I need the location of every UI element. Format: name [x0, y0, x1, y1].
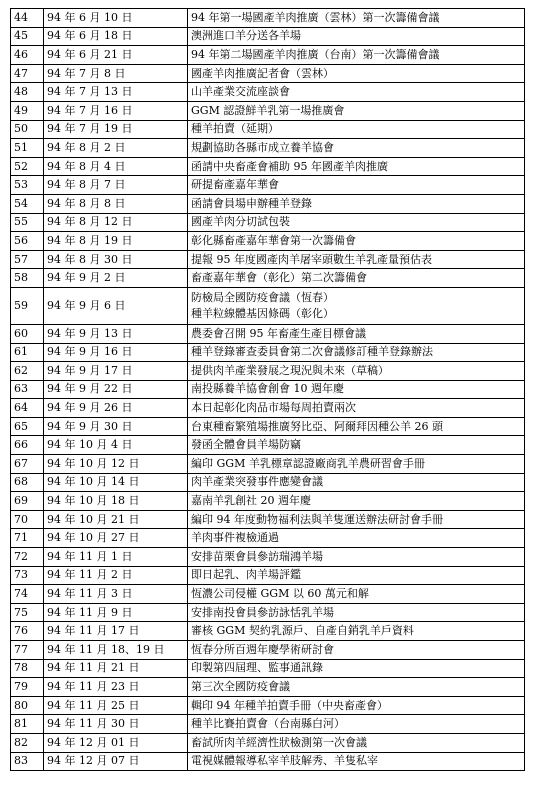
- event-date: 94 年 9 月 13 日: [44, 324, 188, 343]
- event-date: 94 年 9 月 6 日: [44, 287, 188, 324]
- event-description: [188, 83, 525, 102]
- event-description: [188, 380, 525, 399]
- table-row: [11, 529, 525, 548]
- event-line: 恆春分所百週年慶學術研討會: [191, 642, 334, 656]
- row-number: 46: [11, 46, 44, 65]
- table-row: [11, 436, 525, 455]
- row-number: 47: [11, 64, 44, 83]
- event-description: [188, 120, 525, 139]
- row-number: 78: [11, 659, 44, 678]
- event-date: 94 年 7 月 16 日: [44, 101, 188, 120]
- row-number: 73: [11, 566, 44, 585]
- event-line: 第三次全國防疫會議: [191, 679, 290, 693]
- event-line: 國產羊肉分切試包裝: [191, 215, 290, 229]
- event-description: [188, 622, 525, 641]
- row-number: 82: [11, 733, 44, 752]
- event-date: 94 年 10 月 12 日: [44, 455, 188, 474]
- row-number: 48: [11, 83, 44, 102]
- event-description: [188, 176, 525, 195]
- event-description: [188, 641, 525, 660]
- event-date: 94 年 11 月 3 日: [44, 585, 188, 604]
- table-row: [11, 659, 525, 678]
- row-number: 76: [11, 622, 44, 641]
- table-row: [11, 733, 525, 752]
- event-description: [188, 194, 525, 213]
- row-number: 72: [11, 548, 44, 567]
- table-body: [11, 9, 525, 771]
- event-date: 94 年 9 月 17 日: [44, 362, 188, 381]
- event-date: 94 年 11 月 18、19 日: [44, 641, 188, 660]
- event-line: 台東種畜繁殖場推廣努比亞、阿爾拜因種公羊 26 頭: [191, 419, 443, 433]
- event-line: 國產羊肉推廣記者會（雲林）: [191, 66, 334, 80]
- row-number: 68: [11, 473, 44, 492]
- event-description: [188, 101, 525, 120]
- event-description: [188, 585, 525, 604]
- row-number: 62: [11, 362, 44, 381]
- table-row: [11, 232, 525, 251]
- event-line: 審核 GGM 契約乳源戶、自產自銷乳羊戶資料: [191, 624, 414, 638]
- row-number: 54: [11, 194, 44, 213]
- event-description: [188, 417, 525, 436]
- event-description: [188, 733, 525, 752]
- row-number: 53: [11, 176, 44, 195]
- table-row: [11, 715, 525, 734]
- event-description: [188, 399, 525, 418]
- event-description: [188, 455, 525, 474]
- event-description: [188, 473, 525, 492]
- event-line: 彰化縣畜產嘉年華會第一次籌備會: [191, 233, 356, 247]
- event-line: 安排南投會員參訪詠恬乳羊場: [191, 605, 334, 619]
- table-row: [11, 46, 525, 65]
- event-description: [188, 436, 525, 455]
- event-description: [188, 603, 525, 622]
- row-number: 63: [11, 380, 44, 399]
- event-description: [188, 659, 525, 678]
- event-date: 94 年 11 月 17 日: [44, 622, 188, 641]
- row-number: 71: [11, 529, 44, 548]
- event-description: [188, 752, 525, 771]
- event-description: [188, 362, 525, 381]
- row-number: 57: [11, 250, 44, 269]
- row-number: 70: [11, 510, 44, 529]
- table-row: [11, 380, 525, 399]
- event-description: [188, 510, 525, 529]
- table-row: [11, 64, 525, 83]
- event-date: 94 年 9 月 16 日: [44, 343, 188, 362]
- event-line: 肉羊產業突發事件應變會議: [191, 475, 323, 489]
- table-row: [11, 287, 525, 324]
- row-number: 51: [11, 139, 44, 158]
- event-date: 94 年 9 月 22 日: [44, 380, 188, 399]
- row-number: 60: [11, 324, 44, 343]
- event-description: [188, 566, 525, 585]
- table-row: [11, 399, 525, 418]
- event-line: 種羊粒線體基因條碼（彰化）: [191, 306, 334, 320]
- table-row: [11, 455, 525, 474]
- row-number: 61: [11, 343, 44, 362]
- event-description: [188, 343, 525, 362]
- table-row: [11, 343, 525, 362]
- event-line: 提報 95 年度國產肉羊屠宰頭數生羊乳產量預估表: [191, 252, 432, 266]
- event-line: 種羊登錄審查委員會第二次會議修訂種羊登錄辦法: [191, 345, 433, 359]
- row-number: 67: [11, 455, 44, 474]
- event-date: 94 年 9 月 26 日: [44, 399, 188, 418]
- event-line: 澳洲進口羊分送各羊場: [191, 29, 301, 43]
- event-date: 94 年 6 月 18 日: [44, 27, 188, 46]
- event-date: 94 年 8 月 4 日: [44, 157, 188, 176]
- event-description: [188, 548, 525, 567]
- event-date: 94 年 11 月 30 日: [44, 715, 188, 734]
- table-row: [11, 324, 525, 343]
- table-row: [11, 9, 525, 28]
- row-number: 49: [11, 101, 44, 120]
- event-description: [188, 492, 525, 511]
- event-date: 94 年 11 月 23 日: [44, 678, 188, 697]
- table-row: [11, 417, 525, 436]
- event-date: 94 年 10 月 21 日: [44, 510, 188, 529]
- event-line: 函請中央畜產會補助 95 年國產羊肉推廣: [191, 159, 388, 173]
- row-number: 65: [11, 417, 44, 436]
- event-date: 94 年 9 月 30 日: [44, 417, 188, 436]
- table-row: [11, 473, 525, 492]
- event-date: 94 年 7 月 19 日: [44, 120, 188, 139]
- table-row: [11, 678, 525, 697]
- event-date: 94 年 12 月 01 日: [44, 733, 188, 752]
- row-number: 59: [11, 287, 44, 324]
- row-number: 45: [11, 27, 44, 46]
- event-date: 94 年 7 月 13 日: [44, 83, 188, 102]
- event-description: [188, 27, 525, 46]
- event-date: 94 年 9 月 2 日: [44, 269, 188, 288]
- row-number: 74: [11, 585, 44, 604]
- event-line: 編印 94 年度動物福利法與羊隻運送辦法研討會手冊: [191, 512, 443, 526]
- event-date: 94 年 8 月 30 日: [44, 250, 188, 269]
- table-row: [11, 752, 525, 771]
- event-description: [188, 232, 525, 251]
- table-row: [11, 194, 525, 213]
- event-description: [188, 324, 525, 343]
- table-row: [11, 362, 525, 381]
- event-date: 94 年 8 月 19 日: [44, 232, 188, 251]
- event-line: 規劃協助各縣市成立養羊協會: [191, 140, 334, 154]
- table-row: [11, 548, 525, 567]
- event-line: 山羊產業交流座談會: [191, 85, 290, 99]
- event-date: 94 年 8 月 8 日: [44, 194, 188, 213]
- event-description: [188, 9, 525, 28]
- row-number: 81: [11, 715, 44, 734]
- event-description: [188, 250, 525, 269]
- event-date: 94 年 10 月 27 日: [44, 529, 188, 548]
- row-number: 69: [11, 492, 44, 511]
- event-line: GGM 認證鮮羊乳第一場推廣會: [191, 103, 345, 117]
- event-log-table: [10, 8, 525, 771]
- event-line: 安排苗栗會員參訪瑞鴻羊場: [191, 549, 323, 563]
- table-row: [11, 622, 525, 641]
- row-number: 66: [11, 436, 44, 455]
- event-date: 94 年 11 月 2 日: [44, 566, 188, 585]
- table-row: [11, 101, 525, 120]
- event-line: 防檢局全國防疫會議（恆春）: [191, 290, 334, 304]
- table-row: [11, 250, 525, 269]
- event-line: 函請會員場申辦種羊登錄: [191, 196, 312, 210]
- event-line: 94 年第一場國產羊肉推廣（雲林）第一次籌備會議: [191, 10, 440, 24]
- table-row: [11, 566, 525, 585]
- table-row: [11, 641, 525, 660]
- table-row: [11, 27, 525, 46]
- event-date: 94 年 11 月 1 日: [44, 548, 188, 567]
- row-number: 79: [11, 678, 44, 697]
- event-description: [188, 46, 525, 65]
- event-description: [188, 529, 525, 548]
- row-number: 80: [11, 696, 44, 715]
- event-date: 94 年 8 月 7 日: [44, 176, 188, 195]
- table-row: [11, 696, 525, 715]
- event-date: 94 年 12 月 07 日: [44, 752, 188, 771]
- event-line: 本日起彰化肉品市場每周拍賣兩次: [191, 401, 356, 415]
- table-row: [11, 213, 525, 232]
- event-date: 94 年 10 月 4 日: [44, 436, 188, 455]
- event-date: 94 年 11 月 25 日: [44, 696, 188, 715]
- table-row: [11, 603, 525, 622]
- row-number: 50: [11, 120, 44, 139]
- event-line: 電視媒體報導私宰羊肢解秀、羊隻私宰: [191, 754, 378, 768]
- event-date: 94 年 10 月 18 日: [44, 492, 188, 511]
- table-row: [11, 269, 525, 288]
- row-number: 56: [11, 232, 44, 251]
- table-row: [11, 492, 525, 511]
- row-number: 83: [11, 752, 44, 771]
- event-date: 94 年 6 月 21 日: [44, 46, 188, 65]
- table-row: [11, 120, 525, 139]
- event-line: 94 年第二場國產羊肉推廣（台南）第一次籌備會議: [191, 47, 440, 61]
- event-line: 恆濃公司侵權 GGM 以 60 萬元和解: [191, 587, 369, 601]
- event-description: [188, 64, 525, 83]
- event-line: 提供肉羊產業發展之現況與未來（草稿）: [191, 363, 389, 377]
- table-row: [11, 176, 525, 195]
- event-line: 畜產嘉年華會（彰化）第二次籌備會: [191, 271, 367, 285]
- table-row: [11, 585, 525, 604]
- table-row: [11, 83, 525, 102]
- event-line: 編印 GGM 羊乳標章認證廠商乳羊農研習會手冊: [191, 456, 425, 470]
- event-date: 94 年 11 月 9 日: [44, 603, 188, 622]
- event-line: 羊肉事件複檢通過: [191, 531, 279, 545]
- row-number: 52: [11, 157, 44, 176]
- event-line: 種羊拍賣（延期）: [191, 122, 279, 136]
- event-line: 輯印 94 年種羊拍賣手冊（中央畜產會）: [191, 698, 388, 712]
- table-row: [11, 510, 525, 529]
- event-line: 印製第四屆理、監事通訊錄: [191, 661, 323, 675]
- event-description: [188, 715, 525, 734]
- event-description: [188, 287, 525, 324]
- event-line: 研提畜產嘉年華會: [191, 178, 279, 192]
- event-date: 94 年 7 月 8 日: [44, 64, 188, 83]
- event-description: [188, 157, 525, 176]
- row-number: 58: [11, 269, 44, 288]
- event-date: 94 年 8 月 12 日: [44, 213, 188, 232]
- event-line: 畜試所肉羊經濟性狀檢測第一次會議: [191, 735, 367, 749]
- document-page: [0, 8, 535, 771]
- row-number: 77: [11, 641, 44, 660]
- event-date: 94 年 6 月 10 日: [44, 9, 188, 28]
- event-line: 即日起乳、肉羊場評鑑: [191, 568, 301, 582]
- event-description: [188, 269, 525, 288]
- table-row: [11, 157, 525, 176]
- event-description: [188, 139, 525, 158]
- event-line: 南投縣養羊協會創會 10 週年慶: [191, 382, 344, 396]
- row-number: 44: [11, 9, 44, 28]
- row-number: 55: [11, 213, 44, 232]
- event-line: 種羊比賽拍賣會（台南縣白河）: [191, 717, 345, 731]
- table-row: [11, 139, 525, 158]
- event-date: 94 年 11 月 21 日: [44, 659, 188, 678]
- event-description: [188, 696, 525, 715]
- row-number: 64: [11, 399, 44, 418]
- event-date: 94 年 8 月 2 日: [44, 139, 188, 158]
- event-description: [188, 678, 525, 697]
- event-date: 94 年 10 月 14 日: [44, 473, 188, 492]
- event-line: 嘉南羊乳創社 20 週年慶: [191, 494, 311, 508]
- row-number: 75: [11, 603, 44, 622]
- event-line: 農委會召開 95 年畜產生產目標會議: [191, 326, 366, 340]
- event-description: [188, 213, 525, 232]
- event-line: 發函全體會員羊場防竊: [191, 438, 301, 452]
